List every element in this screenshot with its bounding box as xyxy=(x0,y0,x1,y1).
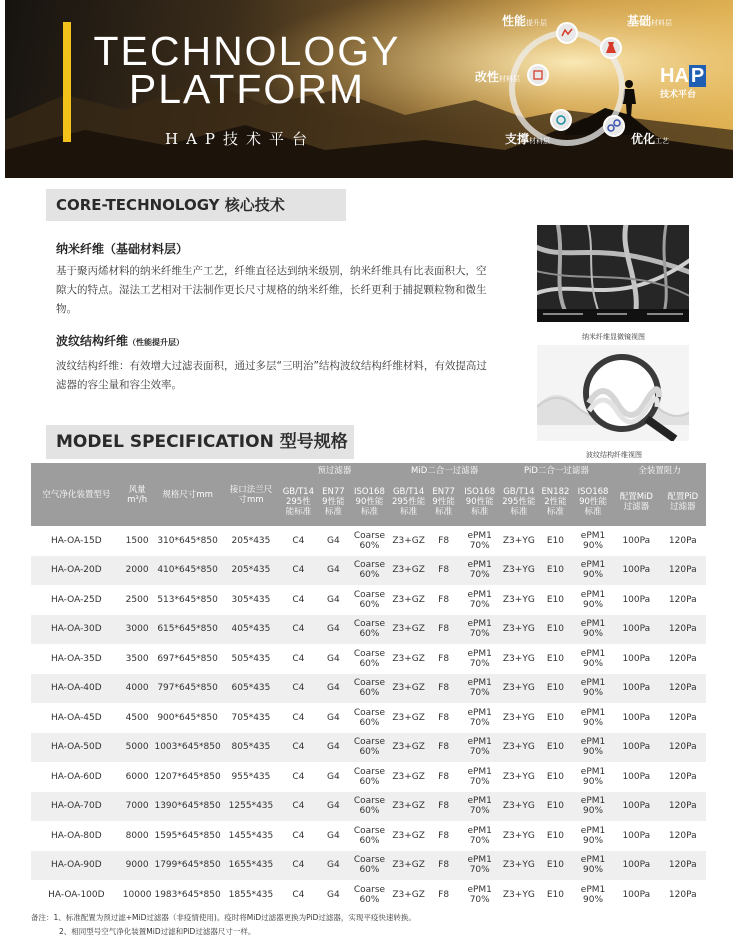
table-cell: 205*435 xyxy=(223,556,280,586)
table-cell: HA-OA-20D xyxy=(31,556,122,586)
table-cell: HA-OA-30D xyxy=(31,615,122,645)
table-cell: HA-OA-15D xyxy=(31,526,122,556)
table-cell: F8 xyxy=(428,674,460,704)
table-cell: 2500 xyxy=(122,585,153,615)
table-cell: C4 xyxy=(279,792,317,822)
table-cell: Z3+YG xyxy=(500,526,538,556)
note-2: 2、相同型号空气净化装置MiD过滤和PiD过滤器尺寸一样。 xyxy=(59,927,256,936)
table-cell: C4 xyxy=(279,821,317,851)
col-header-pid-iso: ISO168 90性能 标准 xyxy=(573,478,613,526)
table-cell: ePM1 70% xyxy=(460,615,500,645)
table-cell: HA-OA-70D xyxy=(31,792,122,822)
table-cell: 310*645*850 xyxy=(153,526,223,556)
table-cell: ePM1 70% xyxy=(460,556,500,586)
table-cell: Z3+YG xyxy=(500,674,538,704)
table-cell: ePM1 90% xyxy=(573,556,613,586)
notes xyxy=(31,911,416,939)
nano-fiber-text: 基于聚丙烯材料的纳米纤维生产工艺，纤维直径达到纳米级别，纳米纤维具有比表面积大，空隙大的特点。湿法工艺相对干法制作更长尺寸规格的纳米纤维，长纤更利于捕捉颗粒物和微生物。 xyxy=(56,265,487,315)
table-cell: ePM1 70% xyxy=(460,792,500,822)
node-foundation-icon xyxy=(601,38,621,58)
table-cell: C4 xyxy=(279,674,317,704)
table-cell: E10 xyxy=(538,615,573,645)
table-cell: G4 xyxy=(317,674,349,704)
table-cell: Z3+GZ xyxy=(390,674,428,704)
group-header-mid: MiD二合一过滤器 xyxy=(390,463,500,478)
table-cell: Coarse 60% xyxy=(349,880,389,910)
table-cell: 605*435 xyxy=(223,674,280,704)
table-cell: 5000 xyxy=(122,733,153,763)
banner-subtitle: HAP技术平台 xyxy=(164,130,315,148)
table-cell: Coarse 60% xyxy=(349,615,389,645)
table-cell: ePM1 70% xyxy=(460,821,500,851)
group-header-pid: PiD二合一过滤器 xyxy=(500,463,613,478)
table-cell: Z3+YG xyxy=(500,644,538,674)
table-cell: E10 xyxy=(538,644,573,674)
table-cell: Coarse 60% xyxy=(349,762,389,792)
table-cell: 2000 xyxy=(122,556,153,586)
table-cell: ePM1 70% xyxy=(460,762,500,792)
hap-logo-subtitle: 技术平台 xyxy=(660,90,697,100)
table-cell: 120Pa xyxy=(660,880,707,910)
col-header-flange: 接口法兰尺 寸mm xyxy=(223,463,280,526)
table-cell: Coarse 60% xyxy=(349,851,389,881)
table-cell: Z3+GZ xyxy=(390,556,428,586)
table-cell: Z3+YG xyxy=(500,703,538,733)
table-cell: ePM1 90% xyxy=(573,644,613,674)
table-cell: ePM1 70% xyxy=(460,733,500,763)
table-cell: 1003*645*850 xyxy=(153,733,223,763)
table-cell: HA-OA-80D xyxy=(31,821,122,851)
table-cell: E10 xyxy=(538,733,573,763)
table-cell: Z3+YG xyxy=(500,762,538,792)
table-cell: 120Pa xyxy=(660,556,707,586)
table-cell: HA-OA-40D xyxy=(31,674,122,704)
table-cell: 1799*645*850 xyxy=(153,851,223,881)
table-cell: 100Pa xyxy=(613,762,659,792)
table-cell: Z3+GZ xyxy=(390,644,428,674)
table-cell: 100Pa xyxy=(613,585,659,615)
table-cell: 955*435 xyxy=(223,762,280,792)
table-cell: 305*435 xyxy=(223,585,280,615)
photo2-caption: 波纹结构纤维视图 xyxy=(586,451,642,459)
table-cell: ePM1 90% xyxy=(573,615,613,645)
table-cell: G4 xyxy=(317,880,349,910)
col-header-airflow: 风量 m³/h xyxy=(122,463,153,526)
table-cell: ePM1 90% xyxy=(573,821,613,851)
table-cell: 3500 xyxy=(122,644,153,674)
table-cell: E10 xyxy=(538,556,573,586)
table-cell: ePM1 90% xyxy=(573,703,613,733)
table-row xyxy=(31,526,706,556)
table-cell: 805*435 xyxy=(223,733,280,763)
table-cell: E10 xyxy=(538,526,573,556)
table-row xyxy=(31,792,706,822)
table-cell: 1983*645*850 xyxy=(153,880,223,910)
table-cell: Coarse 60% xyxy=(349,674,389,704)
table-cell: E10 xyxy=(538,792,573,822)
table-cell: Coarse 60% xyxy=(349,556,389,586)
wave-fiber-magnifier-image xyxy=(537,345,689,441)
core-technology-header: CORE-TECHNOLOGY 核心技术 xyxy=(46,189,346,221)
col-header-pre-iso: ISO168 90性能 标准 xyxy=(349,478,389,526)
table-cell: C4 xyxy=(279,644,317,674)
table-cell: 3000 xyxy=(122,615,153,645)
model-specification-header: MODEL SPECIFICATION 型号规格 xyxy=(46,425,354,459)
col-header-mid-en: EN77 9性能 标准 xyxy=(428,478,460,526)
table-cell: G4 xyxy=(317,821,349,851)
table-cell: HA-OA-35D xyxy=(31,644,122,674)
col-header-mid-iso: ISO168 90性能 标准 xyxy=(460,478,500,526)
col-header-mid-gb: GB/T14 295性能 标准 xyxy=(390,478,428,526)
table-cell: Z3+GZ xyxy=(390,733,428,763)
table-cell: E10 xyxy=(538,703,573,733)
table-cell: HA-OA-25D xyxy=(31,585,122,615)
table-cell: ePM1 90% xyxy=(573,792,613,822)
table-cell: E10 xyxy=(538,585,573,615)
table-cell: C4 xyxy=(279,851,317,881)
table-cell: G4 xyxy=(317,585,349,615)
table-cell: Z3+GZ xyxy=(390,792,428,822)
table-cell: 100Pa xyxy=(613,674,659,704)
col-header-pid-gb: GB/T14 295性能 标准 xyxy=(500,478,538,526)
table-cell: Z3+YG xyxy=(500,585,538,615)
table-cell: Z3+YG xyxy=(500,880,538,910)
table-cell: 100Pa xyxy=(613,821,659,851)
table-cell: ePM1 70% xyxy=(460,644,500,674)
table-cell: Z3+GZ xyxy=(390,851,428,881)
table-cell: 6000 xyxy=(122,762,153,792)
title-line-2: PLATFORM xyxy=(128,66,366,112)
nano-fiber-microscope-image xyxy=(537,225,689,322)
table-cell: 4500 xyxy=(122,703,153,733)
wave-fiber-text: 波纹结构纤维：有效增大过滤表面积，通过多层“三明治”结构波纹结构纤维材料，有效提高过滤器的容尘量和容尘效率。 xyxy=(56,360,487,391)
col-header-pid-en: EN182 2性能 标准 xyxy=(538,478,573,526)
table-cell: 100Pa xyxy=(613,851,659,881)
table-cell: C4 xyxy=(279,615,317,645)
table-cell: 100Pa xyxy=(613,703,659,733)
table-cell: 205*435 xyxy=(223,526,280,556)
table-cell: G4 xyxy=(317,703,349,733)
table-cell: 615*645*850 xyxy=(153,615,223,645)
table-cell: ePM1 70% xyxy=(460,851,500,881)
table-cell: 1500 xyxy=(122,526,153,556)
table-cell: ePM1 70% xyxy=(460,585,500,615)
table-cell: G4 xyxy=(317,792,349,822)
table-cell: Z3+YG xyxy=(500,556,538,586)
table-cell: E10 xyxy=(538,851,573,881)
table-cell: 410*645*850 xyxy=(153,556,223,586)
photo1-caption: 纳米纤维显微镜视图 xyxy=(582,333,645,341)
table-cell: 1390*645*850 xyxy=(153,792,223,822)
table-cell: HA-OA-60D xyxy=(31,762,122,792)
table-cell: Z3+GZ xyxy=(390,703,428,733)
group-header-resistance: 全装置阻力 xyxy=(613,463,706,478)
table-cell: ePM1 90% xyxy=(573,880,613,910)
table-cell: 100Pa xyxy=(613,556,659,586)
table-cell: HA-OA-100D xyxy=(31,880,122,910)
table-cell: C4 xyxy=(279,556,317,586)
table-cell: 120Pa xyxy=(660,644,707,674)
table-cell: F8 xyxy=(428,703,460,733)
table-cell: Z3+YG xyxy=(500,792,538,822)
group-header-prefilter: 预过滤器 xyxy=(279,463,389,478)
table-cell: G4 xyxy=(317,615,349,645)
table-cell: Coarse 60% xyxy=(349,792,389,822)
ring-label-modify: 改性材料层 xyxy=(475,70,521,84)
ring-label-foundation: 基础材料层 xyxy=(627,14,673,28)
wave-fiber-title: 波纹结构纤维（性能提升层） xyxy=(56,334,185,348)
table-row xyxy=(31,880,706,910)
model-spec-table xyxy=(31,463,706,910)
table-cell: 697*645*850 xyxy=(153,644,223,674)
table-cell: F8 xyxy=(428,821,460,851)
title-line-1: TECHNOLOGY xyxy=(93,28,401,74)
table-cell: F8 xyxy=(428,880,460,910)
node-performance-icon xyxy=(557,23,577,43)
table-cell: 4000 xyxy=(122,674,153,704)
col-header-res-pid: 配置PiD 过滤器 xyxy=(660,478,707,526)
table-cell: HA-OA-45D xyxy=(31,703,122,733)
table-cell: F8 xyxy=(428,792,460,822)
model-spec-rows xyxy=(31,526,706,910)
table-cell: 1595*645*850 xyxy=(153,821,223,851)
table-cell: 100Pa xyxy=(613,733,659,763)
col-header-pre-en: EN77 9性能 标准 xyxy=(317,478,349,526)
table-cell: C4 xyxy=(279,585,317,615)
table-cell: Z3+YG xyxy=(500,615,538,645)
table-cell: HA-OA-90D xyxy=(31,851,122,881)
table-row xyxy=(31,762,706,792)
table-cell: Z3+YG xyxy=(500,733,538,763)
table-cell: 7000 xyxy=(122,792,153,822)
ring-label-performance: 性能提升层 xyxy=(502,14,548,28)
table-cell: ePM1 70% xyxy=(460,703,500,733)
ring-label-support: 支撑材料层 xyxy=(505,132,551,146)
table-cell: C4 xyxy=(279,880,317,910)
table-cell: 405*435 xyxy=(223,615,280,645)
table-cell: Z3+GZ xyxy=(390,585,428,615)
table-cell: C4 xyxy=(279,703,317,733)
table-cell: ePM1 90% xyxy=(573,585,613,615)
table-cell: F8 xyxy=(428,526,460,556)
table-cell: 100Pa xyxy=(613,644,659,674)
table-cell: Z3+GZ xyxy=(390,526,428,556)
table-cell: ePM1 70% xyxy=(460,674,500,704)
table-row xyxy=(31,703,706,733)
table-cell: Z3+GZ xyxy=(390,880,428,910)
ring-nodes xyxy=(5,0,733,178)
table-cell: 797*645*850 xyxy=(153,674,223,704)
table-cell: Z3+GZ xyxy=(390,615,428,645)
hero-banner xyxy=(5,0,733,178)
table-cell: ePM1 90% xyxy=(573,526,613,556)
node-modify-icon xyxy=(528,65,548,85)
table-cell: F8 xyxy=(428,644,460,674)
table-cell: C4 xyxy=(279,762,317,792)
table-row xyxy=(31,585,706,615)
table-cell: 100Pa xyxy=(613,615,659,645)
table-cell: Coarse 60% xyxy=(349,733,389,763)
table-cell: 900*645*850 xyxy=(153,703,223,733)
table-cell: F8 xyxy=(428,762,460,792)
col-header-pre-gb: GB/T14 295性 能标准 xyxy=(279,478,317,526)
table-row xyxy=(31,644,706,674)
table-cell: 100Pa xyxy=(613,526,659,556)
table-row xyxy=(31,556,706,586)
table-row xyxy=(31,733,706,763)
table-cell: ePM1 70% xyxy=(460,880,500,910)
table-cell: F8 xyxy=(428,733,460,763)
table-cell: E10 xyxy=(538,880,573,910)
table-cell: Coarse 60% xyxy=(349,821,389,851)
table-cell: G4 xyxy=(317,762,349,792)
table-cell: G4 xyxy=(317,526,349,556)
table-cell: 9000 xyxy=(122,851,153,881)
table-row xyxy=(31,821,706,851)
table-cell: 513*645*850 xyxy=(153,585,223,615)
table-cell: 120Pa xyxy=(660,674,707,704)
table-cell: Z3+YG xyxy=(500,851,538,881)
table-cell: 705*435 xyxy=(223,703,280,733)
col-header-res-mid: 配置MiD 过滤器 xyxy=(613,478,659,526)
nano-fiber-title: 纳米纤维（基础材料层） xyxy=(56,242,189,256)
col-header-model: 空气净化装置型号 xyxy=(31,463,122,526)
table-cell: Coarse 60% xyxy=(349,644,389,674)
table-cell: E10 xyxy=(538,821,573,851)
table-cell: HA-OA-50D xyxy=(31,733,122,763)
table-cell: G4 xyxy=(317,733,349,763)
table-cell: 120Pa xyxy=(660,733,707,763)
table-row xyxy=(31,674,706,704)
table-cell: 1655*435 xyxy=(223,851,280,881)
table-cell: F8 xyxy=(428,851,460,881)
table-cell: 100Pa xyxy=(613,880,659,910)
table-cell: 1855*435 xyxy=(223,880,280,910)
table-cell: 100Pa xyxy=(613,792,659,822)
table-cell: 120Pa xyxy=(660,585,707,615)
table-cell: ePM1 90% xyxy=(573,851,613,881)
table-cell: C4 xyxy=(279,526,317,556)
table-cell: E10 xyxy=(538,674,573,704)
table-cell: C4 xyxy=(279,733,317,763)
table-cell: G4 xyxy=(317,556,349,586)
table-cell: 120Pa xyxy=(660,703,707,733)
table-cell: ePM1 90% xyxy=(573,674,613,704)
table-cell: 120Pa xyxy=(660,821,707,851)
table-cell: E10 xyxy=(538,762,573,792)
table-cell: 1255*435 xyxy=(223,792,280,822)
table-cell: Coarse 60% xyxy=(349,526,389,556)
table-cell: ePM1 90% xyxy=(573,762,613,792)
col-header-size: 规格尺寸mm xyxy=(153,463,223,526)
table-cell: 10000 xyxy=(122,880,153,910)
table-row xyxy=(31,851,706,881)
table-cell: Z3+GZ xyxy=(390,762,428,792)
table-cell: ePM1 70% xyxy=(460,526,500,556)
table-cell: F8 xyxy=(428,615,460,645)
table-cell: F8 xyxy=(428,585,460,615)
note-1: 备注：1、标准配置为预过滤+MiD过滤器（非疫情使用)。疫时将MiD过滤器更换为PiD过滤器，实现平疫快速转换。 xyxy=(31,913,416,922)
table-cell: 120Pa xyxy=(660,762,707,792)
table-cell: ePM1 90% xyxy=(573,733,613,763)
table-cell: 120Pa xyxy=(660,526,707,556)
node-optimize-icon xyxy=(604,116,624,136)
table-cell: G4 xyxy=(317,851,349,881)
hap-logo: HA P xyxy=(660,65,705,87)
table-cell: Z3+YG xyxy=(500,821,538,851)
table-cell: G4 xyxy=(317,644,349,674)
table-cell: 1207*645*850 xyxy=(153,762,223,792)
table-cell: 1455*435 xyxy=(223,821,280,851)
table-cell: 8000 xyxy=(122,821,153,851)
table-cell: Z3+GZ xyxy=(390,821,428,851)
table-cell: Coarse 60% xyxy=(349,585,389,615)
ring-label-optimize: 优化工艺 xyxy=(631,132,670,146)
node-support-icon xyxy=(551,110,571,130)
table-cell: 120Pa xyxy=(660,851,707,881)
table-cell: Coarse 60% xyxy=(349,703,389,733)
table-cell: 505*435 xyxy=(223,644,280,674)
table-row xyxy=(31,615,706,645)
table-cell: 120Pa xyxy=(660,615,707,645)
table-cell: 120Pa xyxy=(660,792,707,822)
table-cell: F8 xyxy=(428,556,460,586)
